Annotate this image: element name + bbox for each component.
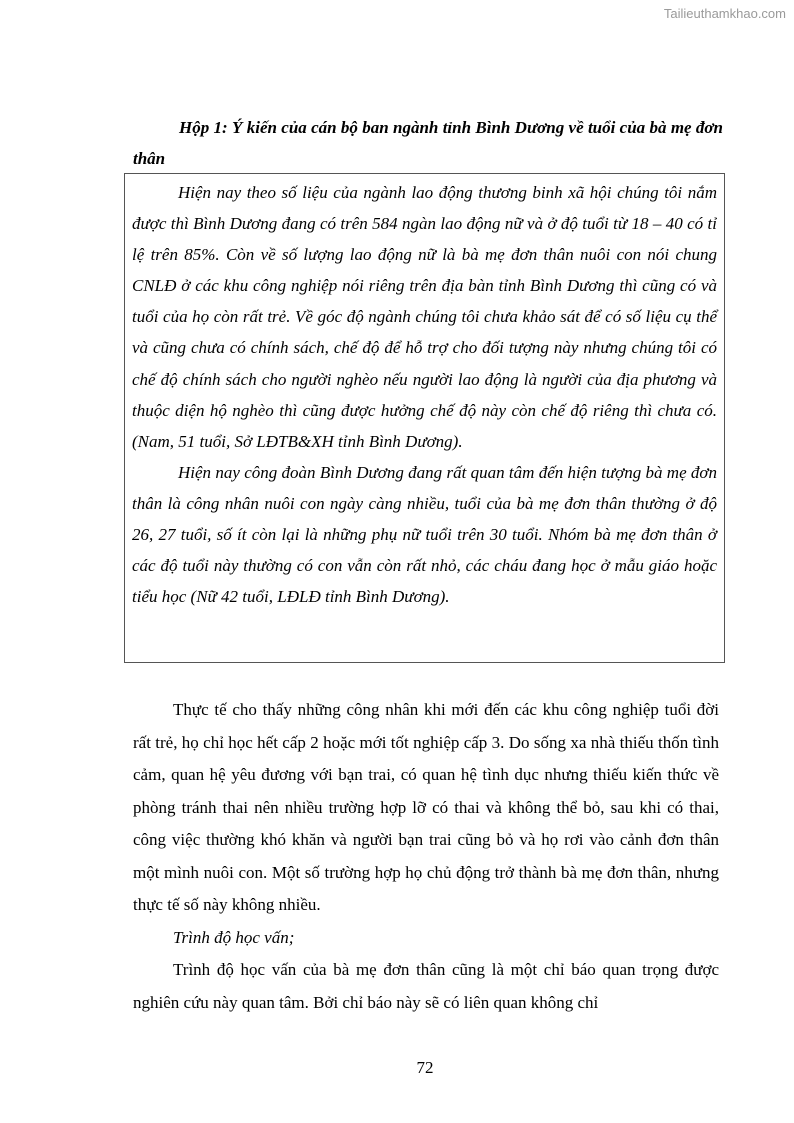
body-text [133, 694, 719, 1019]
section-subheading: Trình độ học vấn; [173, 927, 295, 947]
quote-paragraph-2: Hiện nay công đoàn Bình Dương đang rất quan tâm đến hiện tượng bà mẹ đơn thân là công nhân nuôi con ngày càng nhiều, tuổi của bà mẹ đơn thân thường ở độ 26, 27 tuổi, số ít còn lại là những phụ nữ tuổi trên 30 tuổi. Nhóm bà mẹ đơn thân ở các độ tuổi này thường có con vẫn còn rất nhỏ, các cháu đang học ở mẫu giáo hoặc tiểu học (Nữ 42 tuổi, LĐLĐ tỉnh Bình Dương). [132, 462, 717, 607]
body-paragraph-2: Trình độ học vấn của bà mẹ đơn thân cũng là một chỉ báo quan trọng được nghiên cứu này quan tâm. Bởi chỉ báo này sẽ có liên quan không chỉ [133, 960, 719, 1012]
watermark: Tailieuthamkhao.com [663, 6, 786, 21]
quote-paragraph-1: Hiện nay theo số liệu của ngành lao động thương binh xã hội chúng tôi nắm được thì Bình Dương đang có trên 584 ngàn lao động nữ và ở độ tuổi từ 18 – 40 có tỉ lệ trên 85%. Còn về số lượng lao động nữ là bà mẹ đơn thân nuôi con nói chung CNLĐ ở các khu công nghiệp nói riêng trên địa bàn tỉnh Bình Dương thì cũng có và tuổi của họ còn rất trẻ. Về góc độ ngành chúng tôi chưa khảo sát để có số liệu cụ thể và cũng chưa có chính sách, chế độ để hỗ trợ cho đối tượng này nhưng chúng tôi có chế độ chính sách cho người nghèo nếu người lao động là người của địa phương và thuộc diện hộ nghèo thì cũng được hưởng chế độ này còn chế độ riêng thì chưa có. (Nam, 51 tuổi, Sở LĐTB&XH tỉnh Bình Dương). [132, 183, 717, 451]
page-number: 72 [416, 1058, 434, 1077]
quote-box [124, 173, 725, 663]
box-title: Hộp 1: Ý kiến của cán bộ ban ngành tỉnh Bình Dương về tuổi của bà mẹ đơn thân [133, 118, 723, 168]
body-paragraph-1: Thực tế cho thấy những công nhân khi mới đến các khu công nghiệp tuổi đời rất trẻ, họ chỉ học hết cấp 2 hoặc mới tốt nghiệp cấp 3. Do sống xa nhà thiếu thốn tình cảm, quan hệ yêu đương với bạn trai, có quan hệ tình dục nhưng thiếu kiến thức về phòng tránh thai nên nhiều trường hợp lỡ có thai và không thể bỏ, sau khi có thai, công việc thường khó khăn và người bạn trai cũng bỏ và họ rơi vào cảnh đơn thân một mình nuôi con. Một số trường hợp họ chủ động trở thành bà mẹ đơn thân, nhưng thực tế số này không nhiều. [133, 700, 719, 914]
